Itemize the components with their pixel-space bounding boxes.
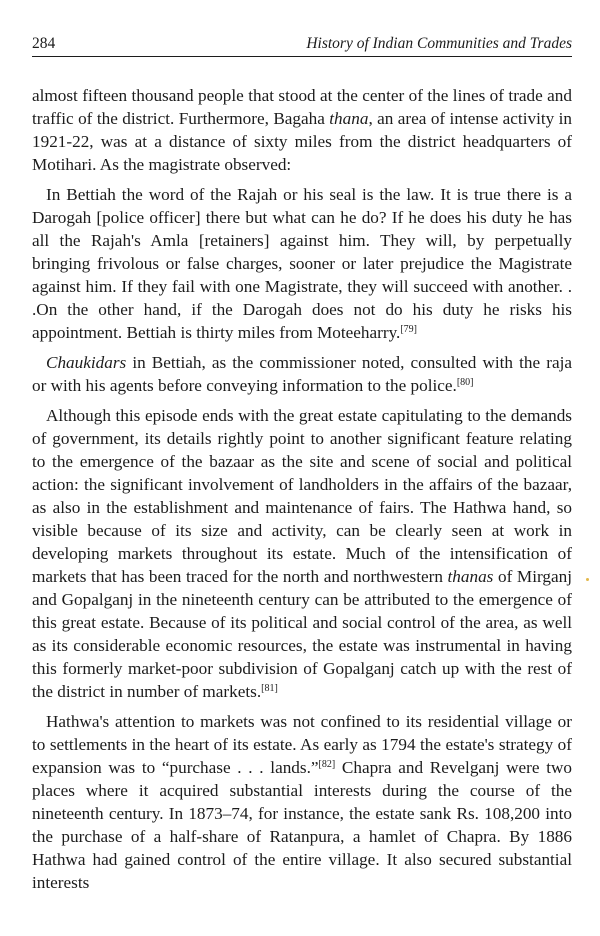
page-number: 284	[32, 35, 56, 52]
book-page	[32, 34, 572, 901]
paragraph	[32, 404, 572, 703]
continuation-paragraph	[32, 84, 572, 176]
footnote-ref: [79]	[400, 324, 418, 335]
running-header	[32, 34, 572, 56]
running-title: History of Indian Communities and Trades	[306, 35, 572, 52]
text-run: of Mirganj and Gopalganj in the nineteenth century can be attributed to the emergence of this great estate. Because of its political and social control of the area, as well as its considerable economic resources, the estate was instrumental in having this formerly market-poor subdivision of Gopalganj catch up with the rest of the district in number of markets.	[32, 567, 572, 701]
margin-speck	[586, 578, 589, 581]
block-quote	[32, 183, 572, 344]
text-run: , an area of intense activity in 1921-22, was at a distance of sixty miles from the district headquarters of Motihari. As the magistrate observed:	[32, 109, 572, 174]
paragraph	[32, 351, 572, 397]
italic-term: thanas	[447, 567, 494, 586]
footnote-ref: [81]	[261, 683, 278, 694]
body-text	[32, 84, 572, 894]
text-run: in Bettiah, as the commissioner noted, consulted with the raja or with his agents before conveying information to the police.	[32, 353, 572, 395]
italic-term: thana	[329, 109, 369, 128]
text-run: In Bettiah the word of the Rajah or his seal is the law. It is true there is a Darogah [police officer] there but what can he do? If he does his duty he has all the Rajah's Amla [retainers] against him. They will, by perpetually bringing frivolous or false charges, sooner or later prejudice the Magistrate against him. If they fail with one Magistrate, they will succeed with another. . .On the other hand, if the Darogah does not do his duty he risks his appointment. Bettiah is thirty miles from Moteeharry.	[32, 185, 572, 342]
footnote-ref: [80]	[456, 377, 474, 388]
text-run: Hathwa's attention to markets was not confined to its residential village or to settlements in the heart of its estate. As early as 1794 the estate's strategy of expansion was to “purchase . . . lands.”	[32, 712, 572, 777]
text-run: Although this episode ends with the great estate capitulating to the demands of government, its details rightly point to another significant feature relating to the emergence of the bazaar as the site and scene of social and political action: the significant involvement of landholders in the affairs of the bazaar, as also in the establishment and maintenance of fairs. The Hathwa hand, so visible because of its size and activity, can be clearly seen at work in developing markets throughout its estate. Much of the intensification of markets that has been traced for the north and northwestern	[32, 406, 572, 586]
header-rule	[32, 56, 572, 57]
paragraph	[32, 710, 572, 894]
text-run: almost fifteen thousand people that stood at the center of the lines of trade and traffic of the district. Furthermore, Bagaha	[32, 86, 572, 128]
text-run: Chapra and Revelganj were two places where it acquired substantial interests during the course of the nineteenth century. In 1873–74, for instance, the estate sank Rs. 108,200 into the purchase of a half-share of Ratanpura, a hamlet of Chapra. By 1886 Hathwa had gained control of the entire village. It also secured substantial interests	[32, 758, 573, 892]
italic-term: Chaukidars	[46, 353, 127, 372]
footnote-ref: [82]	[318, 759, 336, 770]
